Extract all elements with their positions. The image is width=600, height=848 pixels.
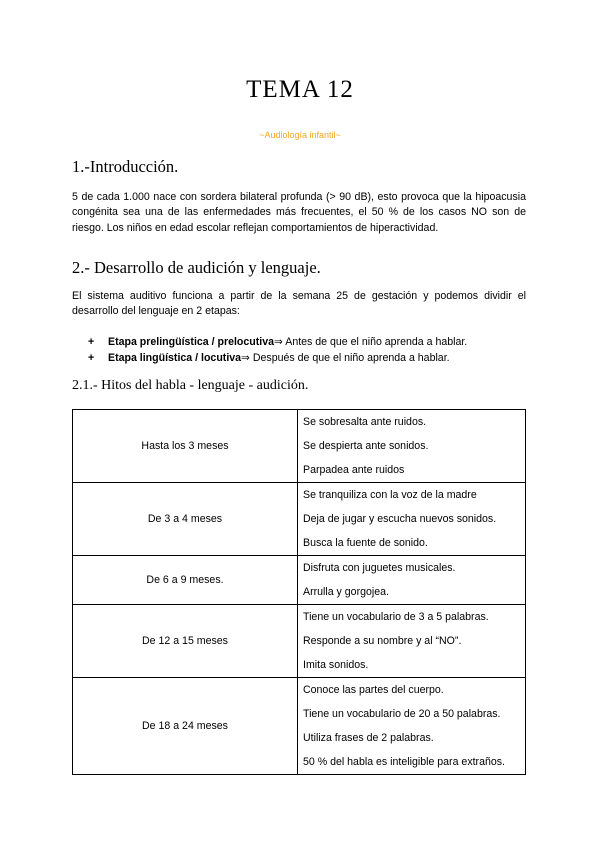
bullet-text: ⇒ Después de que el niño aprenda a hablar.: [241, 352, 450, 364]
bullet-text: ⇒ Antes de que el niño aprenda a hablar.: [274, 336, 468, 348]
milestones-cell: [298, 678, 526, 775]
section-2-paragraph: El sistema auditivo funciona a partir de la semana 25 de gestación y podemos dividir el desarrollo del lenguaje en 2 etapas:: [72, 290, 526, 318]
milestones-cell: [298, 556, 526, 605]
milestone-item: Tiene un vocabulario de 20 a 50 palabras.: [303, 708, 501, 720]
bullet-mark: +: [88, 352, 95, 364]
age-cell: Hasta los 3 meses: [73, 410, 298, 483]
milestone-item: Tiene un vocabulario de 3 a 5 palabras.: [303, 611, 489, 623]
section-2-1-heading: 2.1.- Hitos del habla - lenguaje - audición.: [72, 378, 309, 393]
section-2-heading: 2.- Desarrollo de audición y lenguaje.: [72, 258, 321, 277]
milestone-item: Utiliza frases de 2 palabras.: [303, 732, 434, 744]
bullet-mark: +: [88, 336, 95, 348]
page-subtitle: ~Audiología infantil~: [259, 130, 341, 140]
age-cell: De 18 a 24 meses: [73, 678, 298, 775]
milestone-item: Arrulla y gorgojea.: [303, 586, 389, 598]
section-1-heading: 1.-Introducción.: [72, 157, 179, 176]
milestone-item: 50 % del habla es inteligible para extraños.: [303, 756, 506, 768]
milestone-item: Deja de jugar y escucha nuevos sonidos.: [303, 513, 497, 525]
table-row: [73, 605, 526, 678]
bullet-bold-text: Etapa prelingüística / prelocutiva: [108, 336, 275, 348]
milestone-item: Disfruta con juguetes musicales.: [303, 562, 456, 574]
table-row: [73, 678, 526, 775]
milestone-item: Conoce las partes del cuerpo.: [303, 684, 444, 696]
section-1-paragraph: 5 de cada 1.000 nace con sordera bilateral profunda (> 90 dB), esto provoca que la hipoacusia congénita sea una de las enfermedades más frecuentes, el 50 % de los casos NO son de riesgo. Los niños en edad escolar reflejan comportamientos de hiperactividad.: [72, 191, 526, 234]
stage-list: [88, 334, 467, 366]
milestones-table: [72, 409, 526, 775]
list-item: [88, 350, 467, 366]
age-cell: De 3 a 4 meses: [73, 483, 298, 556]
table-row: [73, 483, 526, 556]
table-row: [73, 556, 526, 605]
milestone-item: Se tranquiliza con la voz de la madre: [303, 489, 477, 501]
bullet-bold-text: Etapa lingüística / locutiva: [108, 352, 242, 364]
milestones-cell: [298, 410, 526, 483]
milestones-cell: [298, 605, 526, 678]
milestones-cell: [298, 483, 526, 556]
milestone-item: Se despierta ante sonidos.: [303, 440, 429, 452]
age-cell: De 6 a 9 meses.: [73, 556, 298, 605]
milestone-item: Se sobresalta ante ruidos.: [303, 416, 427, 428]
page-title: TEMA 12: [246, 76, 354, 103]
milestone-item: Busca la fuente de sonido.: [303, 537, 428, 549]
age-cell: De 12 a 15 meses: [73, 605, 298, 678]
milestone-item: Responde a su nombre y al “NO”.: [303, 635, 462, 647]
list-item: [88, 334, 467, 350]
milestone-item: Parpadea ante ruidos: [303, 464, 405, 476]
table-row: [73, 410, 526, 483]
milestone-item: Imita sonidos.: [303, 659, 369, 671]
